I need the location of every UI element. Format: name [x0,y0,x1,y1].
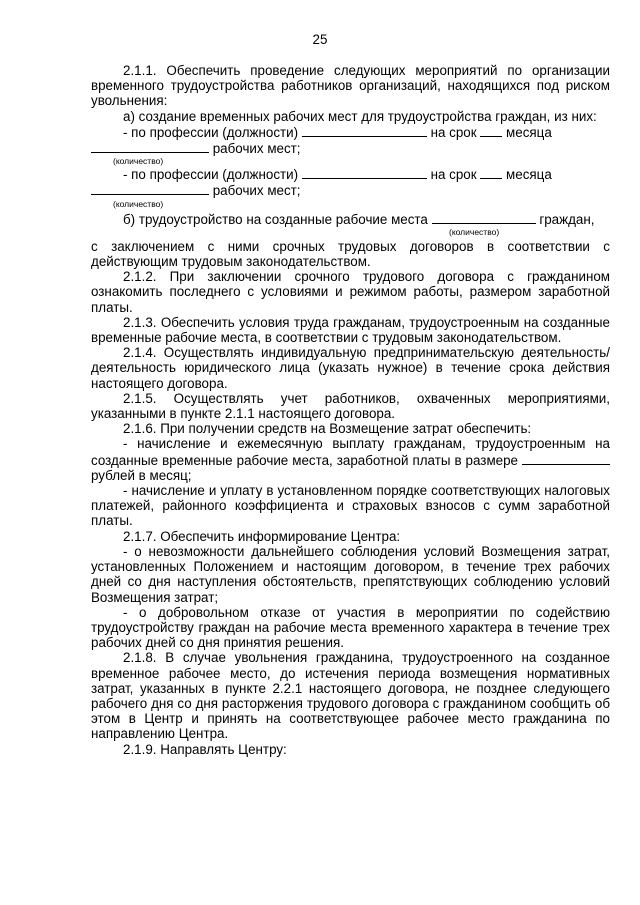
months-label: месяца [506,124,552,140]
page-number: 25 [312,32,328,47]
clause-2-1-7-a: - о невозможности дальнейшего соблюдения условий Возмещения затрат, установленных Положением и настоящим договором, в течение трех рабочих дней со дня наступления обстоятельств, препятствующих соблюдению условий Возмещения затрат; [91,543,610,605]
item-b: б) трудоустройство на созданные рабочие места [123,211,428,227]
qty-caption: (количество) [113,156,164,167]
places-blank [91,182,209,195]
places-label: рабочих мест; [212,141,301,157]
clause-2-1-5: 2.1.5. Осуществлять учет работников, охваченных мероприятиями, указанными в пункте 2.1.1 настоящего договора. [91,390,610,422]
places-blank [91,140,209,153]
clause-2-1-7: 2.1.7. Обеспечить информирование Центра: [123,528,401,544]
citizens-label: граждан, [539,211,595,227]
term-label: на срок [430,167,477,183]
clause-2-1-6-a [91,436,610,483]
profession-line-2 [91,166,610,182]
months-label: месяца [506,167,552,183]
citizens-blank [432,211,536,224]
document-body [91,63,610,757]
profession-blank [302,124,427,137]
salary-blank [522,452,610,465]
clause-2-1-2: 2.1.2. При заключении срочного трудового договора с гражданином ознакомить последнего с условиями и режимом работы, размером заработной платы. [91,269,610,315]
clause-2-1-6-a-text: - начисление и ежемесячную выплату гражданам, трудоустроенным на созданные временные рабочие места, заработной платы в размере [91,436,610,468]
clause-2-1-8: 2.1.8. В случае увольнения гражданина, трудоустроенного на созданное временное рабочее место, до истечения периода возмещения нормативных затрат, указанных в пункте 2.2.1 настоящего договора, не позднее следующего рабочего дня со дня расторжения трудового договора с гражданином сообщить об этом в Центр и принять на соответствующее рабочее место гражданина по направлению Центра. [91,650,610,742]
qty-caption: (количество) [113,198,164,209]
places-label: рабочих мест; [212,183,301,199]
clause-2-1-6-b: - начисление и уплату в установленном порядке соответствующих налоговых платежей, районного коэффициента и страховых взносов с сумм заработной платы. [91,483,610,529]
profession-label: - по профессии (должности) [123,167,299,183]
clause-2-1-3: 2.1.3. Обеспечить условия труда гражданам, трудоустроенным на созданные временные рабочие места, в соответствии с трудовым законодательством. [91,314,610,346]
clause-2-1-7-b: - о добровольном отказе от участия в мероприятии по содействию трудоустройству граждан на рабочие места временного характера в течение трех рабочих дней со дня принятия решения. [91,604,610,651]
term-blank [480,166,502,179]
qty-caption: (количество) [449,226,500,237]
profession-blank [302,166,427,179]
term-blank [480,124,502,137]
clause-2-1-4: 2.1.4. Осуществлять индивидуальную предпринимательскую деятельность/деятельность юридического лица (указать нужное) в течение срока действия настоящего договора. [91,345,610,391]
clause-2-1-6-a-end: рублей в месяц; [91,467,192,483]
term-label: на срок [430,124,477,140]
profession-line-1 [91,124,610,140]
clause-2-1-9: 2.1.9. Направлять Центру: [123,741,287,757]
item-b-line [91,211,610,227]
profession-label: - по профессии (должности) [123,124,299,140]
item-b-continuation: с заключением с ними срочных трудовых договоров в соответствии с действующим трудовым законодательством. [91,238,610,270]
places-line-1 [91,140,610,156]
clause-2-1-1: 2.1.1. Обеспечить проведение следующих мероприятий по организации временного трудоустройства работников организаций, находящихся под риском увольнения: [91,63,610,109]
clause-2-1-6: 2.1.6. При получении средств на Возмещение затрат обеспечить: [123,421,532,437]
item-a: а) создание временных рабочих мест для трудоустройства граждан, из них: [123,108,597,124]
places-line-2 [91,182,610,198]
